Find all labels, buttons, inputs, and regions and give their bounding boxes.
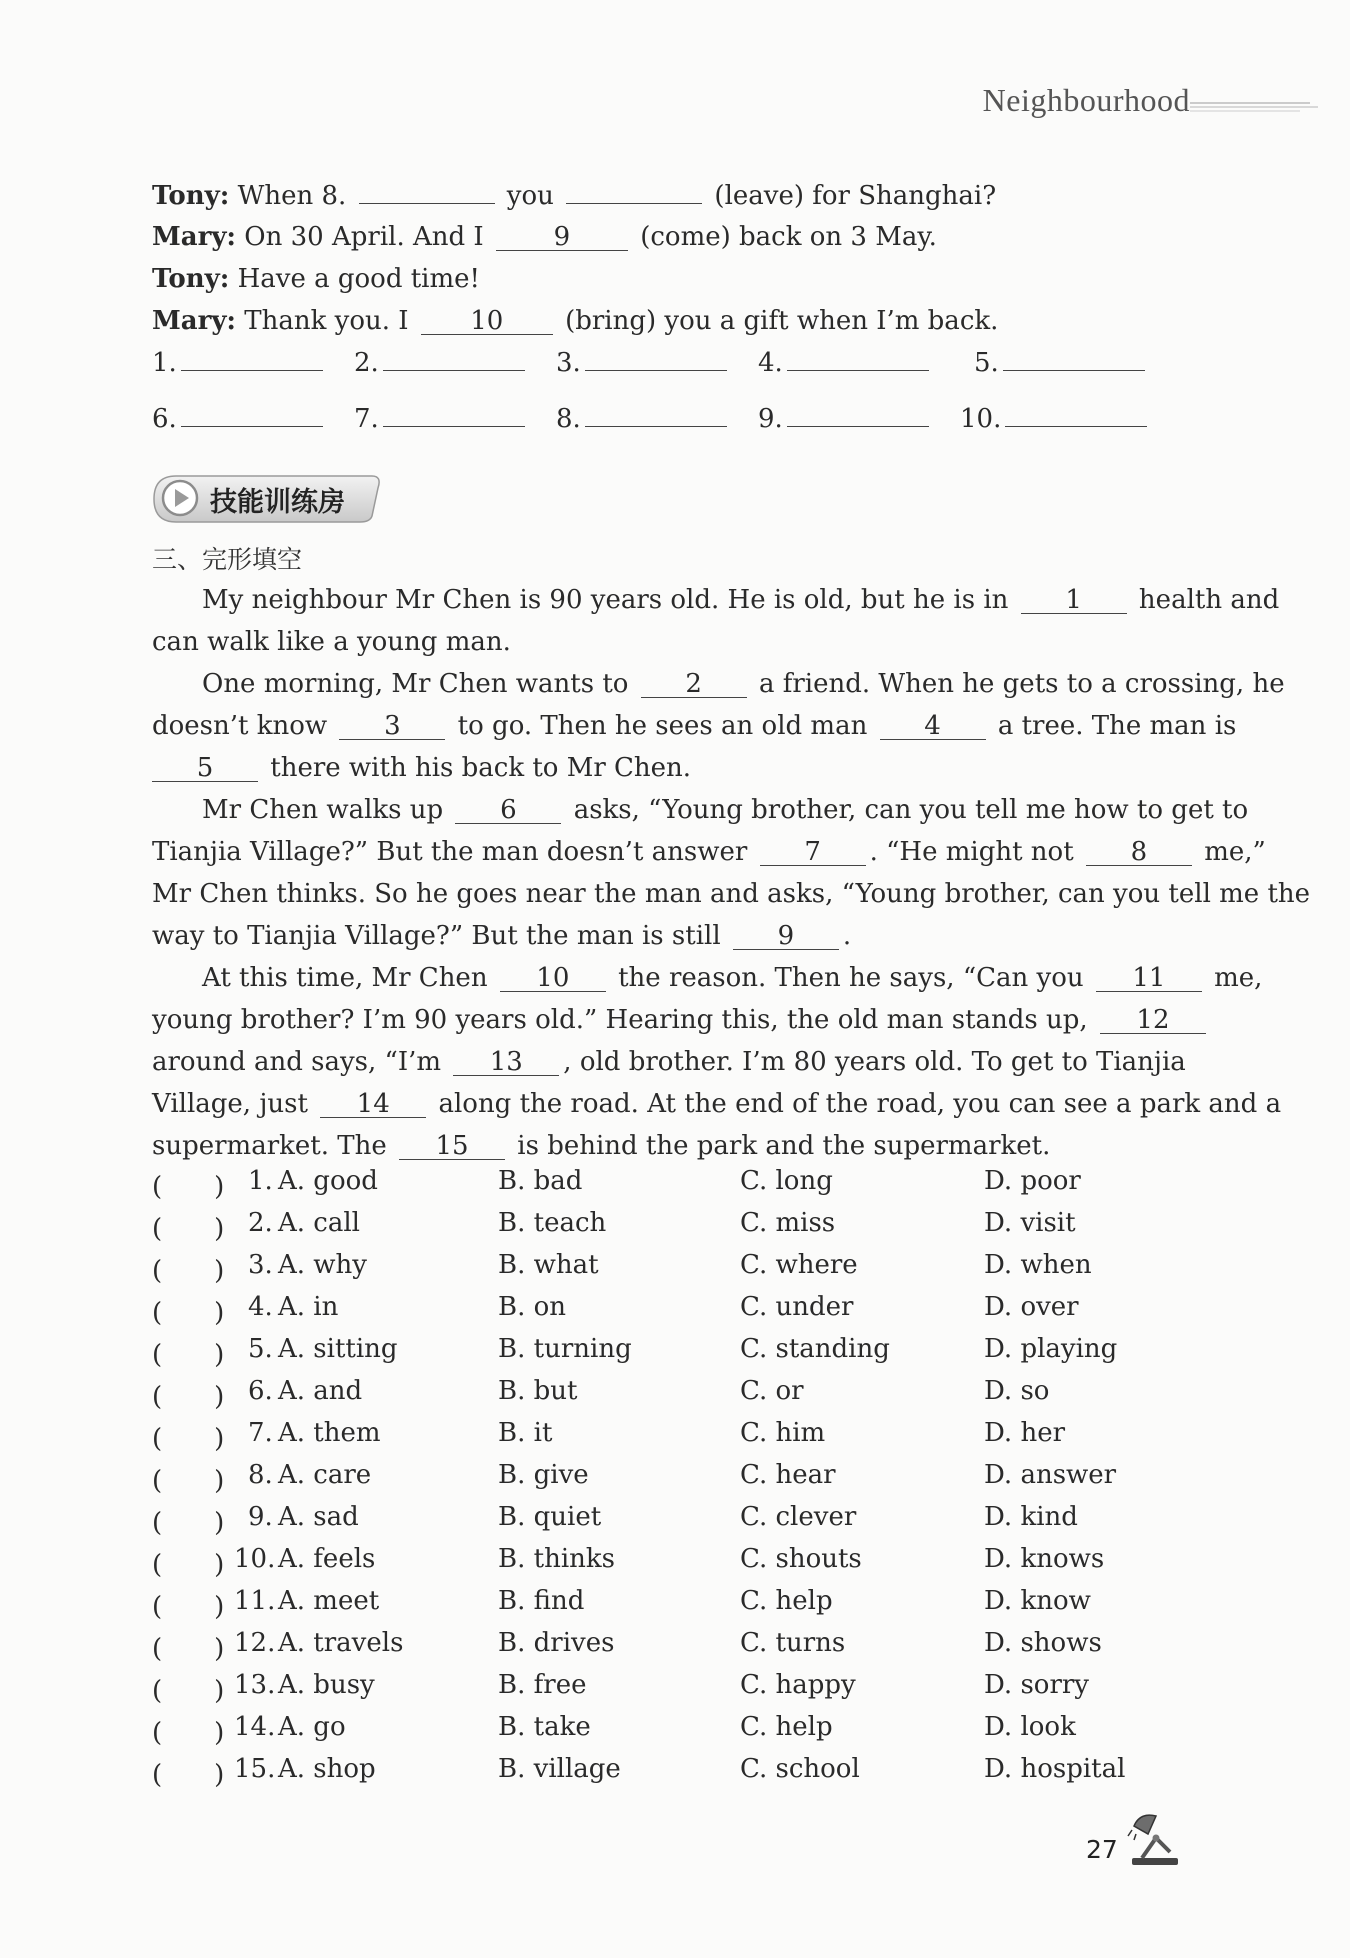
dialogue-line xyxy=(152,180,996,212)
question-row xyxy=(152,1166,1192,1200)
dialogue-text: (leave) for Shanghai? xyxy=(706,181,997,211)
option-b[interactable]: B. but xyxy=(498,1376,578,1406)
option-d[interactable]: D. so xyxy=(984,1376,1050,1406)
option-a[interactable]: A. sitting xyxy=(278,1334,398,1364)
option-b[interactable]: B. take xyxy=(498,1712,591,1742)
option-b[interactable]: B. turning xyxy=(498,1334,632,1364)
speaker-label: Tony: xyxy=(152,181,230,211)
question-number: 11. xyxy=(234,1586,276,1616)
option-a[interactable]: A. care xyxy=(278,1460,372,1490)
running-title: Neighbourhood xyxy=(982,82,1190,118)
page-number: 27 xyxy=(1086,1835,1118,1864)
question-row xyxy=(152,1208,1192,1242)
answer-item: 10. xyxy=(960,404,1151,434)
question-number: 1. xyxy=(248,1166,273,1196)
option-c[interactable]: C. school xyxy=(740,1754,860,1784)
section-title: 三、完形填空 xyxy=(152,545,303,574)
answer-parentheses[interactable]: ( ) xyxy=(152,1760,225,1790)
option-c[interactable]: C. under xyxy=(740,1292,854,1322)
cloze-blank[interactable]: 2 xyxy=(641,671,747,698)
answer-item: 8. xyxy=(556,404,731,434)
question-row xyxy=(152,1292,1192,1326)
question-number: 14. xyxy=(234,1712,276,1742)
answer-blank[interactable] xyxy=(383,426,525,427)
cloze-blank[interactable]: 12 xyxy=(1100,1007,1206,1034)
option-a[interactable]: A. shop xyxy=(278,1754,376,1784)
option-b[interactable]: B. bad xyxy=(498,1166,583,1196)
option-a[interactable]: A. travels xyxy=(278,1628,404,1658)
answer-blank[interactable]: 10 xyxy=(421,308,553,335)
passage-line: My neighbour Mr Chen is 90 years old. He is old, but he is in 1 health and xyxy=(202,585,1280,615)
question-number: 4. xyxy=(248,1292,273,1322)
question-row xyxy=(152,1376,1192,1410)
question-number: 13. xyxy=(234,1670,276,1700)
passage-line: One morning, Mr Chen wants to 2 a friend. When he gets to a crossing, he xyxy=(202,669,1285,699)
header-rule-icon xyxy=(1190,100,1320,114)
question-number: 7. xyxy=(248,1418,273,1448)
passage-line: supermarket. The 15 is behind the park and the supermarket. xyxy=(152,1131,1051,1161)
answer-parentheses[interactable]: ( ) xyxy=(152,1550,225,1580)
option-d[interactable]: D. shows xyxy=(984,1628,1102,1658)
option-d[interactable]: D. visit xyxy=(984,1208,1076,1238)
dialogue-line xyxy=(152,305,998,337)
option-b[interactable]: B. thinks xyxy=(498,1544,615,1574)
answer-parentheses[interactable]: ( ) xyxy=(152,1340,225,1370)
option-a[interactable]: A. good xyxy=(278,1166,378,1196)
cloze-blank[interactable]: 1 xyxy=(1021,587,1127,614)
option-c[interactable]: C. standing xyxy=(740,1334,890,1364)
option-c[interactable]: C. hear xyxy=(740,1460,836,1490)
option-b[interactable]: B. on xyxy=(498,1292,567,1322)
option-c[interactable]: C. happy xyxy=(740,1670,856,1700)
option-d[interactable]: D. look xyxy=(984,1712,1076,1742)
question-row xyxy=(152,1586,1192,1620)
question-number: 3. xyxy=(248,1250,273,1280)
answer-blank[interactable] xyxy=(1005,426,1147,427)
cloze-blank[interactable]: 11 xyxy=(1096,965,1202,992)
cloze-blank[interactable]: 10 xyxy=(500,965,606,992)
option-b[interactable]: B. find xyxy=(498,1586,585,1616)
question-row xyxy=(152,1712,1192,1746)
option-d[interactable]: D. know xyxy=(984,1586,1091,1616)
section-banner xyxy=(152,472,384,524)
answer-item: 1. xyxy=(152,348,327,378)
option-b[interactable]: B. teach xyxy=(498,1208,607,1238)
cloze-blank[interactable]: 7 xyxy=(760,839,866,866)
dialogue-line xyxy=(152,221,937,253)
answer-parentheses[interactable]: ( ) xyxy=(152,1382,225,1412)
answer-blank[interactable] xyxy=(787,426,929,427)
passage-line: At this time, Mr Chen 10 the reason. Then he says, “Can you 11 me, xyxy=(202,963,1263,993)
cloze-blank[interactable]: 15 xyxy=(399,1133,505,1160)
option-c[interactable]: C. miss xyxy=(740,1208,836,1238)
answer-parentheses[interactable]: ( ) xyxy=(152,1676,225,1706)
answer-item: 3. xyxy=(556,348,731,378)
option-a[interactable]: A. call xyxy=(278,1208,360,1238)
speaker-label: Tony: xyxy=(152,264,230,294)
answer-parentheses[interactable]: ( ) xyxy=(152,1424,225,1454)
banner-label: 技能训练房 xyxy=(210,487,345,518)
answer-parentheses[interactable]: ( ) xyxy=(152,1592,225,1622)
option-c[interactable]: C. where xyxy=(740,1250,858,1280)
question-row xyxy=(152,1418,1192,1452)
answer-parentheses[interactable]: ( ) xyxy=(152,1466,225,1496)
passage-line: 5 there with his back to Mr Chen. xyxy=(152,752,691,784)
passage-line: Tianjia Village?” But the man doesn’t answer 7 . “He might not 8 me,” xyxy=(152,837,1266,867)
option-c[interactable]: C. long xyxy=(740,1166,833,1196)
question-number: 6. xyxy=(248,1376,273,1406)
option-b[interactable]: B. village xyxy=(498,1754,621,1784)
answer-parentheses[interactable]: ( ) xyxy=(152,1256,225,1286)
question-number: 5. xyxy=(248,1334,273,1364)
passage-line: Mr Chen walks up 6 asks, “Young brother, can you tell me how to get to xyxy=(202,795,1249,825)
option-c[interactable]: C. clever xyxy=(740,1502,857,1532)
dialogue-text: On 30 April. And I xyxy=(244,222,492,252)
answer-parentheses[interactable]: ( ) xyxy=(152,1214,225,1244)
option-d[interactable]: D. knows xyxy=(984,1544,1105,1574)
option-c[interactable]: C. help xyxy=(740,1712,833,1742)
dialogue-text: Have a good time! xyxy=(229,264,480,294)
option-a[interactable]: A. why xyxy=(278,1250,367,1280)
answer-blank[interactable] xyxy=(383,370,525,371)
option-a[interactable]: A. sad xyxy=(278,1502,359,1532)
option-c[interactable]: C. help xyxy=(740,1586,833,1616)
question-row xyxy=(152,1460,1192,1494)
answer-parentheses[interactable]: ( ) xyxy=(152,1298,225,1328)
question-number: 15. xyxy=(234,1754,276,1784)
answer-blank[interactable] xyxy=(787,370,929,371)
option-d[interactable]: D. her xyxy=(984,1418,1066,1448)
option-d[interactable]: D. hospital xyxy=(984,1754,1126,1784)
question-row xyxy=(152,1334,1192,1368)
dialogue-text: you xyxy=(498,181,563,211)
question-number: 2. xyxy=(248,1208,273,1238)
option-a[interactable]: A. busy xyxy=(278,1670,375,1700)
dialogue-text: (bring) you a gift when I’m back. xyxy=(556,306,999,336)
option-d[interactable]: D. playing xyxy=(984,1334,1118,1364)
dialogue-text: (come) back on 3 May. xyxy=(631,222,937,252)
answer-item: 5. xyxy=(974,348,1149,378)
question-number: 8. xyxy=(248,1460,273,1490)
question-row xyxy=(152,1628,1192,1662)
answer-blank[interactable] xyxy=(359,203,495,204)
question-number: 9. xyxy=(248,1502,273,1532)
passage-line: Village, just 14 along the road. At the end of the road, you can see a park and a xyxy=(152,1089,1282,1119)
cloze-blank[interactable]: 4 xyxy=(880,713,986,740)
option-d[interactable]: D. poor xyxy=(984,1166,1081,1196)
option-a[interactable]: A. meet xyxy=(278,1586,380,1616)
option-b[interactable]: B. free xyxy=(498,1670,587,1700)
cloze-blank[interactable]: 8 xyxy=(1086,839,1192,866)
passage-line: way to Tianjia Village?” But the man is still 9 . xyxy=(152,921,852,951)
cloze-blank[interactable]: 5 xyxy=(152,755,258,782)
option-c[interactable]: C. turns xyxy=(740,1628,846,1658)
passage-line: can walk like a young man. xyxy=(152,627,511,657)
option-b[interactable]: B. quiet xyxy=(498,1502,602,1532)
option-a[interactable]: A. them xyxy=(278,1418,381,1448)
desk-lamp-icon xyxy=(1126,1808,1184,1868)
option-c[interactable]: C. or xyxy=(740,1376,804,1406)
dialogue-text: When 8. xyxy=(237,181,355,211)
passage-line: Mr Chen thinks. So he goes near the man and asks, “Young brother, can you tell me the xyxy=(152,879,1311,909)
answer-parentheses[interactable]: ( ) xyxy=(152,1718,225,1748)
cloze-blank[interactable]: 6 xyxy=(455,797,561,824)
answer-item: 9. xyxy=(758,404,933,434)
question-row xyxy=(152,1754,1192,1788)
question-row xyxy=(152,1250,1192,1284)
option-b[interactable]: B. give xyxy=(498,1460,589,1490)
answer-item: 4. xyxy=(758,348,933,378)
answer-blank[interactable] xyxy=(181,370,323,371)
answer-parentheses[interactable]: ( ) xyxy=(152,1172,225,1202)
option-c[interactable]: C. shouts xyxy=(740,1544,862,1574)
option-d[interactable]: D. when xyxy=(984,1250,1092,1280)
option-c[interactable]: C. him xyxy=(740,1418,826,1448)
option-d[interactable]: D. sorry xyxy=(984,1670,1089,1700)
answer-parentheses[interactable]: ( ) xyxy=(152,1508,225,1538)
answer-blank[interactable] xyxy=(1003,370,1145,371)
passage-line: around and says, “I’m 13 , old brother. I’m 80 years old. To get to Tianjia xyxy=(152,1047,1186,1077)
cloze-blank[interactable]: 3 xyxy=(339,713,445,740)
speaker-label: Mary: xyxy=(152,222,237,252)
option-a[interactable]: A. go xyxy=(278,1712,346,1742)
question-row xyxy=(152,1544,1192,1578)
cloze-blank[interactable]: 13 xyxy=(453,1049,559,1076)
option-d[interactable]: D. over xyxy=(984,1292,1079,1322)
play-icon xyxy=(160,478,200,518)
answer-blank[interactable] xyxy=(585,426,727,427)
answer-blank[interactable] xyxy=(181,426,323,427)
option-d[interactable]: D. answer xyxy=(984,1460,1117,1490)
answer-blank[interactable]: 9 xyxy=(496,224,628,251)
answer-blank[interactable] xyxy=(585,370,727,371)
passage-line: young brother? I’m 90 years old.” Hearing this, the old man stands up, 12 xyxy=(152,1004,1210,1036)
question-row xyxy=(152,1670,1192,1704)
option-a[interactable]: A. in xyxy=(278,1292,339,1322)
option-b[interactable]: B. it xyxy=(498,1418,553,1448)
option-a[interactable]: A. feels xyxy=(278,1544,376,1574)
answer-item: 7. xyxy=(354,404,529,434)
option-d[interactable]: D. kind xyxy=(984,1502,1078,1532)
dialogue-line xyxy=(152,263,480,295)
question-row xyxy=(152,1502,1192,1536)
cloze-blank[interactable]: 14 xyxy=(320,1091,426,1118)
dialogue-text: Thank you. I xyxy=(244,306,417,336)
option-b[interactable]: B. what xyxy=(498,1250,599,1280)
question-number: 12. xyxy=(234,1628,276,1658)
question-number: 10. xyxy=(234,1544,276,1574)
option-b[interactable]: B. drives xyxy=(498,1628,615,1658)
speaker-label: Mary: xyxy=(152,306,237,336)
answer-parentheses[interactable]: ( ) xyxy=(152,1634,225,1664)
passage-line: doesn’t know 3 to go. Then he sees an old man 4 a tree. The man is xyxy=(152,711,1237,741)
answer-item: 2. xyxy=(354,348,529,378)
cloze-blank[interactable]: 9 xyxy=(733,923,839,950)
option-a[interactable]: A. and xyxy=(278,1376,363,1406)
answer-blank[interactable] xyxy=(566,203,702,204)
answer-item: 6. xyxy=(152,404,327,434)
